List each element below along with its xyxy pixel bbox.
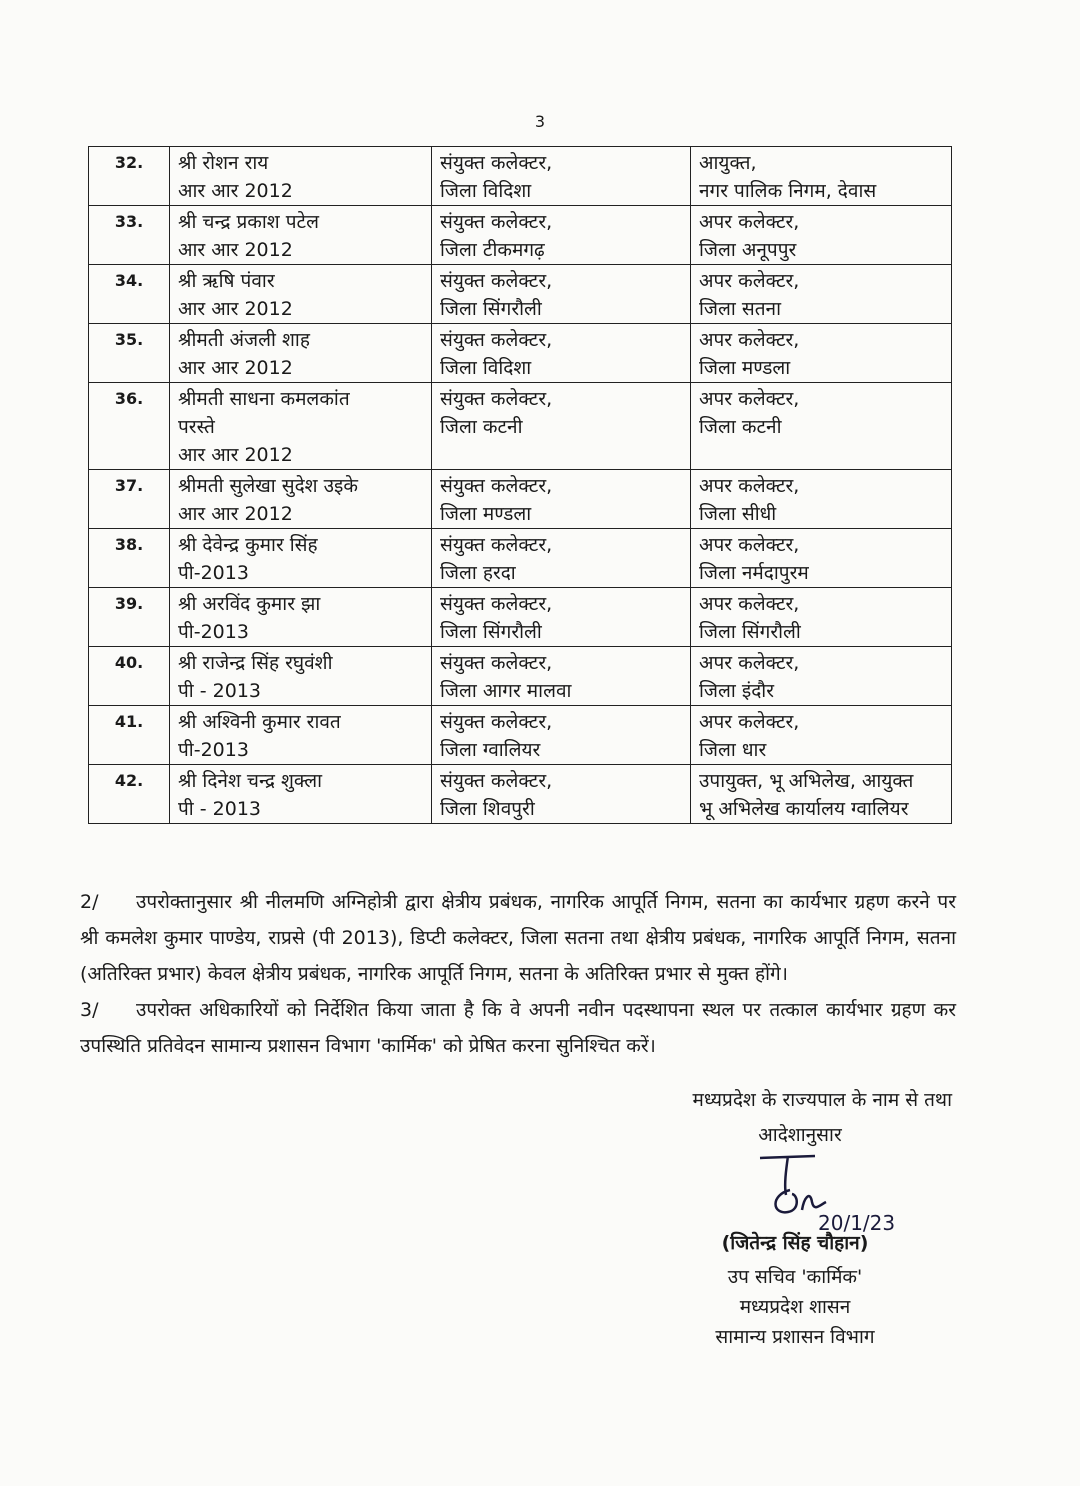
new-post-cell-line: जिला नर्मदापुरम (699, 562, 809, 584)
new-post-cell-line: जिला सिंगरौली (699, 621, 801, 643)
table-row (89, 383, 952, 470)
serial-number: 32. (89, 147, 170, 206)
transfer-table-body (89, 147, 952, 824)
governor-line: मध्यप्रदेश के राज्यपाल के नाम से तथा (692, 1089, 952, 1111)
serial-number: 39. (89, 588, 170, 647)
new-post-cell-line: आयुक्त, (699, 152, 757, 174)
current-post-cell (432, 765, 691, 824)
officer-name-cell (170, 324, 432, 383)
new-post-cell (691, 383, 952, 470)
officer-name-cell-line: श्री चन्द्र प्रकाश पटेल (178, 211, 320, 233)
transfer-table (88, 146, 952, 824)
officer-name-cell (170, 383, 432, 470)
new-post-cell-line: जिला मण्डला (699, 357, 791, 379)
current-post-cell (432, 265, 691, 324)
handwritten-signature (740, 1150, 900, 1240)
current-post-cell-line: संयुक्त कलेक्टर, (440, 711, 553, 733)
officer-name-cell-line: पी - 2013 (178, 798, 262, 820)
officer-name-cell-line: श्री दिनेश चन्द्र शुक्ला (178, 770, 323, 792)
officer-name-cell (170, 588, 432, 647)
new-post-cell (691, 324, 952, 383)
officer-name-cell-line: श्री अरविंद कुमार झा (178, 593, 321, 615)
current-post-cell (432, 383, 691, 470)
officer-name-cell-line: श्री देवेन्द्र कुमार सिंह (178, 534, 318, 556)
new-post-cell-line: जिला कटनी (699, 416, 782, 438)
officer-name-cell (170, 470, 432, 529)
new-post-cell (691, 147, 952, 206)
current-post-cell-line: जिला शिवपुरी (440, 798, 535, 820)
officer-name-cell-line: पी - 2013 (178, 680, 262, 702)
table-row (89, 647, 952, 706)
officer-name-cell-line: आर आर 2012 (178, 357, 293, 379)
new-post-cell-line: उपायुक्त, भू अभिलेख, आयुक्त (699, 770, 914, 792)
new-post-cell-line: अपर कलेक्टर, (699, 534, 800, 556)
government-name: मध्यप्रदेश शासन (739, 1296, 851, 1318)
new-post-cell-line: जिला सीधी (699, 503, 777, 525)
new-post-cell (691, 206, 952, 265)
officer-name-cell-line: आर आर 2012 (178, 180, 293, 202)
officer-name-cell (170, 529, 432, 588)
current-post-cell-line: संयुक्त कलेक्टर, (440, 388, 553, 410)
current-post-cell (432, 529, 691, 588)
table-row (89, 470, 952, 529)
officer-name-cell-line: श्रीमती सुलेखा सुदेश उइके (178, 475, 358, 497)
officer-name-cell (170, 765, 432, 824)
current-post-cell-line: संयुक्त कलेक्टर, (440, 593, 553, 615)
paragraphs (80, 884, 956, 1064)
officer-name-cell-line: आर आर 2012 (178, 298, 293, 320)
new-post-cell-line: जिला इंदौर (699, 680, 774, 702)
paragraph-text: उपरोक्त अधिकारियों को निर्देशित किया जाता है कि वे अपनी नवीन पदस्थापना स्थल पर तत्काल कार्यभार ग्रहण कर उपस्थिति प्रतिवेदन सामान्य प्रशासन विभाग 'कार्मिक' को प्रेषित करना सुनिश्चित करें। (80, 999, 956, 1057)
new-post-cell-line: जिला धार (699, 739, 767, 761)
officer-name-cell-line: पी-2013 (178, 621, 249, 643)
signature-date: 20/1/23 (818, 1211, 896, 1235)
officer-name-cell (170, 647, 432, 706)
officer-name-cell-line: आर आर 2012 (178, 444, 293, 466)
officer-name-cell-line: पी-2013 (178, 562, 249, 584)
officer-name: (जितेन्द्र सिंह चौहान) (721, 1232, 869, 1254)
current-post-cell-line: संयुक्त कलेक्टर, (440, 534, 553, 556)
officer-name-cell-line: आर आर 2012 (178, 239, 293, 261)
new-post-cell-line: जिला अनूपपुर (699, 239, 797, 261)
current-post-cell-line: जिला विदिशा (440, 357, 532, 379)
table-row (89, 588, 952, 647)
paragraph-number: 2/ (80, 891, 99, 913)
officer-name-cell-line: आर आर 2012 (178, 503, 293, 525)
current-post-cell (432, 706, 691, 765)
officer-name-cell (170, 706, 432, 765)
new-post-cell (691, 647, 952, 706)
officer-name-cell (170, 206, 432, 265)
current-post-cell (432, 206, 691, 265)
page-number: 3 (534, 112, 546, 131)
table-row (89, 265, 952, 324)
officer-name-cell-line: श्रीमती अंजली शाह (178, 329, 310, 351)
new-post-cell-line: अपर कलेक्टर, (699, 593, 800, 615)
paragraph-2 (80, 884, 956, 992)
current-post-cell-line: जिला सिंगरौली (440, 621, 542, 643)
current-post-cell-line: जिला विदिशा (440, 180, 532, 202)
current-post-cell-line: जिला कटनी (440, 416, 523, 438)
current-post-cell-line: जिला आगर मालवा (440, 680, 572, 702)
paragraph-text: उपरोक्तानुसार श्री नीलमणि अग्निहोत्री द्वारा क्षेत्रीय प्रबंधक, नागरिक आपूर्ति निगम, सतना का कार्यभार ग्रहण करने पर श्री कमलेश कुमार पाण्डेय, राप्रसे (पी 2013), डिप्टी कलेक्टर, जिला सतना तथा क्षेत्रीय प्रबंधक, नागरिक आपूर्ति निगम, सतना (अतिरिक्त प्रभार) केवल क्षेत्रीय प्रबंधक, नागरिक आपूर्ति निगम, सतना के अतिरिक्त प्रभार से मुक्त होंगे। (80, 891, 956, 985)
new-post-cell (691, 706, 952, 765)
new-post-cell-line: अपर कलेक्टर, (699, 711, 800, 733)
new-post-cell-line: अपर कलेक्टर, (699, 270, 800, 292)
current-post-cell (432, 470, 691, 529)
table-row (89, 529, 952, 588)
table-row (89, 706, 952, 765)
serial-number: 40. (89, 647, 170, 706)
serial-number: 38. (89, 529, 170, 588)
serial-number: 42. (89, 765, 170, 824)
paragraph-3 (80, 992, 956, 1064)
current-post-cell (432, 324, 691, 383)
new-post-cell (691, 265, 952, 324)
current-post-cell-line: संयुक्त कलेक्टर, (440, 329, 553, 351)
current-post-cell-line: जिला ग्वालियर (440, 739, 541, 761)
serial-number: 33. (89, 206, 170, 265)
new-post-cell-line: अपर कलेक्टर, (699, 211, 800, 233)
current-post-cell-line: संयुक्त कलेक्टर, (440, 211, 553, 233)
paragraph-number: 3/ (80, 999, 99, 1021)
new-post-cell (691, 765, 952, 824)
table-row (89, 765, 952, 824)
serial-number: 37. (89, 470, 170, 529)
current-post-cell (432, 147, 691, 206)
officer-designation: उप सचिव 'कार्मिक' (727, 1266, 863, 1288)
serial-number: 36. (89, 383, 170, 470)
new-post-cell-line: अपर कलेक्टर, (699, 388, 800, 410)
current-post-cell-line: जिला सिंगरौली (440, 298, 542, 320)
department-name: सामान्य प्रशासन विभाग (715, 1326, 875, 1348)
table-row (89, 206, 952, 265)
current-post-cell-line: संयुक्त कलेक्टर, (440, 475, 553, 497)
current-post-cell-line: संयुक्त कलेक्टर, (440, 652, 553, 674)
new-post-cell-line: भू अभिलेख कार्यालय ग्वालियर (699, 798, 909, 820)
current-post-cell-line: संयुक्त कलेक्टर, (440, 270, 553, 292)
officer-name-cell-line: श्री अश्विनी कुमार रावत (178, 711, 341, 733)
new-post-cell-line: अपर कलेक्टर, (699, 329, 800, 351)
current-post-cell-line: जिला टीकमगढ़ (440, 239, 545, 261)
order-line: आदेशानुसार (758, 1124, 842, 1146)
officer-name-cell-line: पी-2013 (178, 739, 249, 761)
officer-name-cell (170, 265, 432, 324)
new-post-cell (691, 470, 952, 529)
serial-number: 34. (89, 265, 170, 324)
new-post-cell-line: अपर कलेक्टर, (699, 475, 800, 497)
officer-name-cell-line: श्री राजेन्द्र सिंह रघुवंशी (178, 652, 333, 674)
table-row (89, 147, 952, 206)
officer-name-cell-line: श्री ऋषि पंवार (178, 270, 275, 292)
table-row (89, 324, 952, 383)
new-post-cell-line: नगर पालिक निगम, देवास (699, 180, 877, 202)
officer-name-cell (170, 147, 432, 206)
new-post-cell (691, 529, 952, 588)
officer-name-cell-line: श्रीमती साधना कमलकांत (178, 388, 350, 410)
current-post-cell-line: संयुक्त कलेक्टर, (440, 152, 553, 174)
current-post-cell-line: जिला मण्डला (440, 503, 532, 525)
new-post-cell-line: अपर कलेक्टर, (699, 652, 800, 674)
new-post-cell-line: जिला सतना (699, 298, 782, 320)
serial-number: 41. (89, 706, 170, 765)
current-post-cell (432, 647, 691, 706)
serial-number: 35. (89, 324, 170, 383)
new-post-cell (691, 588, 952, 647)
current-post-cell-line: संयुक्त कलेक्टर, (440, 770, 553, 792)
officer-name-cell-line: परस्ते (178, 416, 215, 438)
officer-name-cell-line: श्री रोशन राय (178, 152, 269, 174)
current-post-cell (432, 588, 691, 647)
current-post-cell-line: जिला हरदा (440, 562, 516, 584)
